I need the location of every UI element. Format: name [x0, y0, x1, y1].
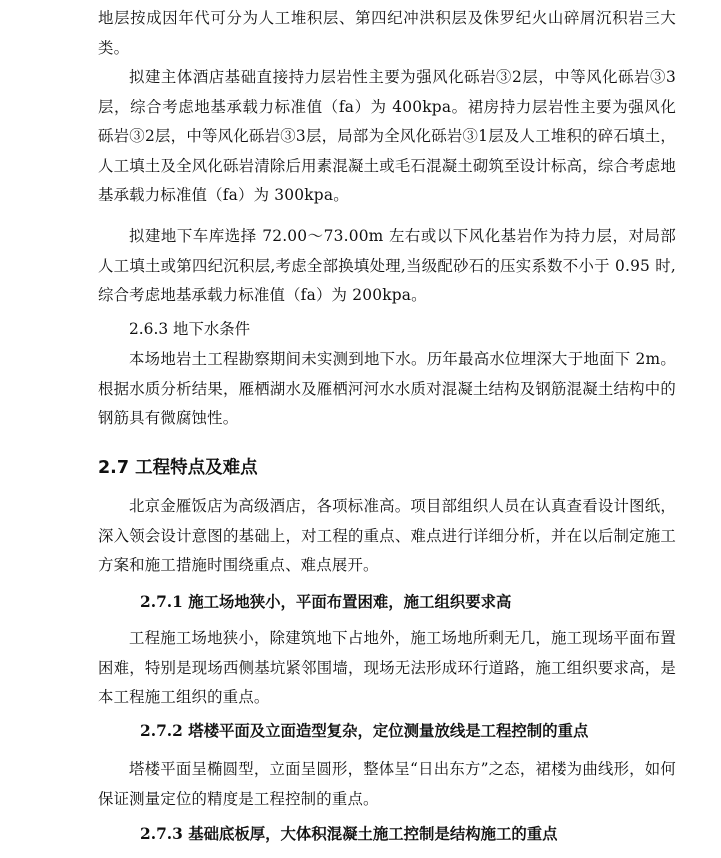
paragraph-tower: 塔楼平面呈椭圆型，立面呈圆形，整体呈“日出东方”之态，裙楼为曲线形，如何保证测量定位的精度是工程控制的重点。	[98, 760, 676, 808]
heading-2-7-1: 2.7.1 施工场地狭小，平面布置困难，施工组织要求高	[140, 593, 512, 611]
paragraph-hotel-foundation: 拟建主体酒店基础直接持力层岩性主要为强风化砾岩③2层，中等风化砾岩③3层，综合考虑地基承载力标准值（fa）为 400kpa。裙房持力层岩性主要为强风化砾岩③2层，中等风化砾岩③3层，局部为全风化砾岩③1层及人工堆积的碎石填土，人工填土及全风化砾岩清除后用素混凝土或毛石混凝土砌筑至设计标高，综合考虑地基承载力标准值（fa）为 300kpa。	[98, 68, 676, 204]
section-heading-features: 2.7 工程特点及难点	[98, 458, 258, 478]
paragraph-groundwater: 本场地岩土工程勘察期间未实测到地下水。历年最高水位埋深大于地面下 2m。根据水质分析结果，雁栖湖水及雁栖河河水水质对混凝土结构及钢筋混凝土结构中的钢筋具有微腐蚀性。	[98, 350, 676, 427]
heading-2-7-2: 2.7.2 塔楼平面及立面造型复杂，定位测量放线是工程控制的重点	[140, 722, 589, 740]
subheading-groundwater: 2.6.3 地下水条件	[129, 320, 251, 338]
heading-2-7-3: 2.7.3 基础底板厚，大体积混凝土施工控制是结构施工的重点	[140, 825, 558, 843]
paragraph-features: 北京金雁饭店为高级酒店，各项标准高。项目部组织人员在认真查看设计图纸，深入领会设计意图的基础上，对工程的重点、难点进行详细分析，并在以后制定施工方案和施工措施时围绕重点、难点展开。	[98, 497, 676, 574]
paragraph-garage-foundation: 拟建地下车库选择 72.00～73.00m 左右或以下风化基岩作为持力层，对局部人工填土或第四纪沉积层,考虑全部换填处理,当级配砂石的压实系数不小于 0.95 时,综合考虑地基承载力标准值（fa）为 200kpa。	[98, 227, 676, 304]
paragraph-site: 工程施工场地狭小，除建筑地下占地外，施工场地所剩无几，施工现场平面布置困难，特别是现场西侧基坑紧邻围墙，现场无法形成环行道路，施工组织要求高，是本工程施工组织的重点。	[98, 629, 676, 706]
paragraph-strata: 地层按成因年代可分为人工堆积层、第四纪冲洪积层及侏罗纪火山碎屑沉积岩三大类。	[98, 9, 676, 57]
